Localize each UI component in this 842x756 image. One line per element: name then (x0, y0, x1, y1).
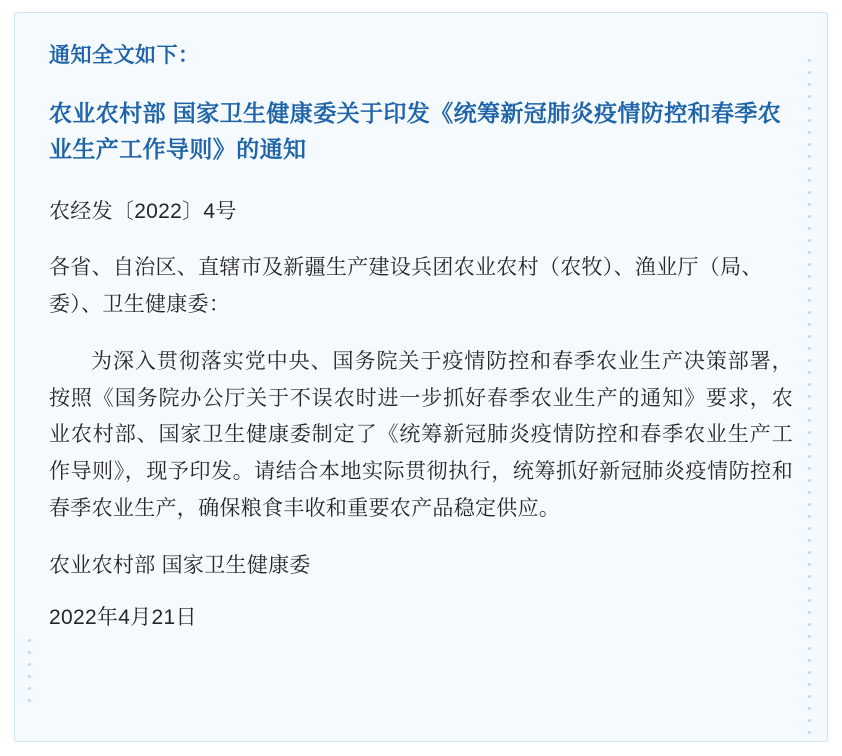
dot (808, 659, 811, 662)
dot (808, 107, 811, 110)
dot (808, 239, 811, 242)
dot (808, 731, 811, 734)
dot (808, 611, 811, 614)
dot (808, 479, 811, 482)
dot (808, 95, 811, 98)
document-recipients: 各省、自治区、直辖市及新疆生产建设兵团农业农村（农牧）、渔业厅（局、委）、卫生健康委： (49, 256, 763, 317)
dot (808, 539, 811, 542)
dot (808, 515, 811, 518)
dot (808, 227, 811, 230)
dot (808, 311, 811, 314)
dot (808, 335, 811, 338)
dot (808, 371, 811, 374)
notice-card (14, 12, 828, 742)
dot (808, 431, 811, 434)
dot (808, 347, 811, 350)
decorative-dots-right-top (808, 59, 814, 742)
dot (808, 119, 811, 122)
dot (28, 687, 31, 690)
dot (808, 623, 811, 626)
dot (808, 263, 811, 266)
dot (808, 167, 811, 170)
document-title: 农业农村部 国家卫生健康委关于印发《统筹新冠肺炎疫情防控和春季农业生产工作导则》的通知 (49, 100, 782, 163)
dot (28, 651, 31, 654)
document-date: 2022年4月21日 (49, 606, 197, 630)
dot (808, 251, 811, 254)
dot (808, 203, 811, 206)
dot (808, 395, 811, 398)
dot (808, 443, 811, 446)
dot (808, 419, 811, 422)
dot (808, 383, 811, 386)
dot (808, 299, 811, 302)
dot (808, 191, 811, 194)
dot (808, 527, 811, 530)
document-signature: 农业农村部 国家卫生健康委 (49, 553, 311, 577)
dot (808, 587, 811, 590)
document-body-paragraph: 为深入贯彻落实党中央、国务院关于疫情防控和春季农业生产决策部署，按照《国务院办公厅关于不误农时进一步抓好春季农业生产的通知》要求，农业农村部、国家卫生健康委制定了《统筹新冠肺炎疫情防控和春季农业生产工作导则》，现予印发。请结合本地实际贯彻执行，统筹抓好新冠肺炎疫情防控和春季农业生产，确保粮食丰收和重要农产品稳定供应。 (49, 349, 793, 520)
dot (808, 155, 811, 158)
dot (808, 323, 811, 326)
dot (808, 131, 811, 134)
dot (808, 275, 811, 278)
dot (808, 683, 811, 686)
dot (808, 143, 811, 146)
decorative-dots-left-bottom (28, 639, 34, 711)
document-number: 农经发〔2022〕4号 (49, 199, 237, 223)
dot (808, 695, 811, 698)
dot (28, 699, 31, 702)
dot (808, 707, 811, 710)
dot (808, 407, 811, 410)
dot (808, 671, 811, 674)
dot (808, 551, 811, 554)
dot (808, 575, 811, 578)
dot (808, 287, 811, 290)
dot (808, 599, 811, 602)
dot (808, 563, 811, 566)
dot (808, 503, 811, 506)
dot (808, 83, 811, 86)
dot (808, 71, 811, 74)
dot (808, 359, 811, 362)
dot (808, 491, 811, 494)
dot (808, 467, 811, 470)
dot (808, 215, 811, 218)
dot (28, 639, 31, 642)
dot (808, 455, 811, 458)
dot (808, 719, 811, 722)
dot (808, 635, 811, 638)
dot (808, 647, 811, 650)
dot (28, 675, 31, 678)
dot (808, 59, 811, 62)
notice-lead-label: 通知全文如下： (49, 44, 200, 67)
dot (808, 179, 811, 182)
dot (28, 663, 31, 666)
